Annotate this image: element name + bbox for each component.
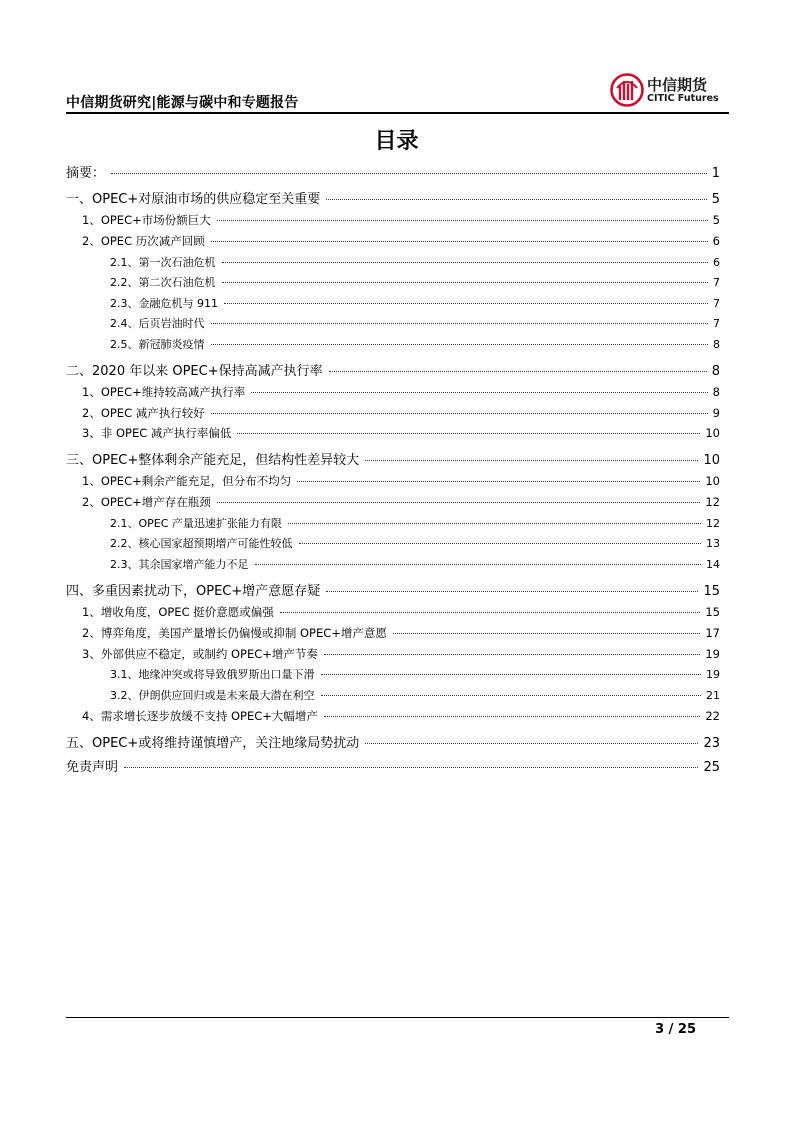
toc-entry-page: 1 (711, 166, 720, 181)
toc-entry-text: 2.3、其余国家增产能力不足 (110, 558, 249, 571)
toc-entry-text: 2、OPEC 历次减产回顾 (82, 234, 205, 248)
toc-entry-text: 五、OPEC+或将维持谨慎增产，关注地缘局势扰动 (66, 736, 360, 751)
toc-entry-page: 9 (712, 406, 720, 420)
toc-entry-page: 12 (706, 517, 720, 530)
toc-entry-text: 2、OPEC 减产执行较好 (82, 406, 205, 420)
toc-leader-dots (217, 502, 701, 503)
toc-entry[interactable] (66, 449, 720, 468)
toc-entry-page: 8 (712, 385, 720, 399)
toc-title: 目录 (374, 129, 419, 154)
toc-entry-page: 6 (713, 256, 720, 269)
toc-entry-text: 四、多重因素扰动下，OPEC+增产意愿存疑 (66, 584, 321, 599)
toc-entry-text: 1、OPEC+市场份额巨大 (82, 213, 211, 227)
toc-entry-text: 1、增收角度，OPEC 挺价意愿或偏强 (82, 605, 274, 619)
toc-entry-text: 2、OPEC+增产存在瓶颈 (82, 495, 211, 509)
toc-leader-dots (288, 523, 701, 524)
toc-entry-text: 3.1、地缘冲突或将导致俄罗斯出口量下滑 (110, 668, 315, 681)
toc-entry-text: 三、OPEC+整体剩余产能充足，但结构性差异较大 (66, 453, 360, 468)
toc-entry-text: 2.2、核心国家超预期增产可能性较低 (110, 537, 293, 550)
toc-entry[interactable] (66, 473, 720, 489)
toc-entry[interactable] (66, 425, 720, 441)
logo-text-en: CITIC Futures (647, 93, 719, 104)
toc-entry-page: 19 (706, 668, 720, 681)
toc-entry[interactable] (66, 687, 720, 703)
toc-entry-text: 摘要： (66, 166, 106, 181)
toc-entry-page: 13 (706, 537, 720, 550)
toc-entry-page: 7 (713, 317, 720, 330)
toc-entry[interactable] (66, 188, 720, 207)
logo-text-cn: 中信期货 (647, 76, 708, 94)
toc-entry-text: 3、外部供应不稳定，或制约 OPEC+增产节奏 (82, 647, 318, 661)
toc-leader-dots (321, 674, 702, 675)
toc-leader-dots (211, 241, 708, 242)
toc-leader-dots (324, 654, 700, 655)
toc-entry-page: 8 (711, 364, 720, 379)
toc-entry-page: 5 (711, 192, 720, 207)
toc-entry-page: 8 (713, 338, 720, 351)
citic-logo (609, 70, 731, 110)
toc-entry-text: 免责声明 (66, 760, 119, 775)
toc-leader-dots (365, 460, 698, 461)
toc-leader-dots (297, 481, 700, 482)
toc-entry-page: 5 (712, 213, 720, 227)
toc-leader-dots (365, 743, 698, 744)
toc-entry[interactable] (66, 254, 720, 270)
toc-entry-page: 12 (705, 495, 720, 509)
toc-entry[interactable] (66, 162, 720, 181)
header-divider (66, 112, 729, 114)
toc-entry-page: 15 (703, 584, 720, 599)
toc-leader-dots (324, 716, 700, 717)
toc-entry-text: 1、OPEC+维持较高减产执行率 (82, 385, 246, 399)
toc-leader-dots (321, 695, 702, 696)
toc-entry[interactable] (66, 625, 720, 641)
toc-entry-text: 二、2020 年以来 OPEC+保持高减产执行率 (66, 364, 323, 379)
toc-entry-page: 7 (713, 276, 720, 289)
toc-entry-page: 23 (703, 736, 720, 751)
toc-entry[interactable] (66, 494, 720, 510)
toc-entry[interactable] (66, 336, 720, 352)
toc-entry[interactable] (66, 666, 720, 682)
toc-entry-page: 15 (705, 605, 720, 619)
toc-entry-page: 6 (712, 234, 720, 248)
toc-leader-dots (326, 591, 698, 592)
toc-entry[interactable] (66, 708, 720, 724)
toc-entry-page: 19 (705, 647, 720, 661)
toc-entry[interactable] (66, 360, 720, 379)
toc-leader-dots (393, 633, 700, 634)
toc-entry[interactable] (66, 604, 720, 620)
toc-entry[interactable] (66, 732, 720, 751)
toc-entry-text: 2.4、后页岩油时代 (110, 317, 205, 330)
toc-leader-dots (299, 543, 702, 544)
page-number: 3 / 25 (655, 1022, 696, 1037)
toc-entry-page: 22 (705, 709, 720, 723)
toc-entry[interactable] (66, 405, 720, 421)
toc-entry[interactable] (66, 274, 720, 290)
toc-leader-dots (237, 433, 700, 434)
citic-logo-icon (609, 72, 645, 108)
toc-entry-text: 3、非 OPEC 减产执行率偏低 (82, 426, 232, 440)
toc-leader-dots (222, 282, 709, 283)
toc-entry[interactable] (66, 315, 720, 331)
toc-leader-dots (211, 344, 709, 345)
toc-entry-text: 2.5、新冠肺炎疫情 (110, 338, 205, 351)
toc-entry[interactable] (66, 535, 720, 551)
toc-entry[interactable] (66, 556, 720, 572)
toc-entry[interactable] (66, 646, 720, 662)
toc-entry-page: 7 (713, 297, 720, 310)
toc-leader-dots (211, 323, 709, 324)
toc-entry[interactable] (66, 212, 720, 228)
toc-entry-text: 3.2、伊朗供应回归或是未来最大潜在利空 (110, 689, 315, 702)
toc-entry-text: 2.1、第一次石油危机 (110, 256, 216, 269)
toc-entry-text: 2.2、第二次石油危机 (110, 276, 216, 289)
toc-entry-text: 2.1、OPEC 产量迅速扩张能力有限 (110, 517, 282, 530)
toc-entry-page: 17 (705, 626, 720, 640)
toc-entry-text: 1、OPEC+剩余产能充足，但分布不均匀 (82, 474, 292, 488)
toc-entry-page: 10 (705, 426, 720, 440)
toc-entry[interactable] (66, 384, 720, 400)
toc-leader-dots (124, 767, 698, 768)
toc-leader-dots (224, 303, 708, 304)
toc-entry-text: 2、博弈角度，美国产量增长仍偏慢或抑制 OPEC+增产意愿 (82, 626, 387, 640)
toc-entry-page: 10 (705, 474, 720, 488)
toc-entry-text: 一、OPEC+对原油市场的供应稳定至关重要 (66, 192, 321, 207)
report-header-title: 中信期货研究|能源与碳中和专题报告 (66, 95, 299, 111)
toc-leader-dots (251, 392, 707, 393)
toc-leader-dots (111, 173, 707, 174)
toc-leader-dots (280, 612, 701, 613)
toc-entry-text: 2.3、金融危机与 911 (110, 297, 218, 310)
toc-entry[interactable] (66, 233, 720, 249)
toc-entry-page: 25 (703, 760, 720, 775)
toc-leader-dots (222, 262, 709, 263)
footer-divider (66, 1017, 729, 1018)
toc-leader-dots (255, 564, 702, 565)
toc-leader-dots (329, 371, 707, 372)
toc-entry[interactable] (66, 295, 720, 311)
toc-entry-page: 10 (703, 453, 720, 468)
toc-leader-dots (326, 199, 706, 200)
toc-leader-dots (211, 413, 708, 414)
toc-entry[interactable] (66, 515, 720, 531)
toc-entry[interactable] (66, 756, 720, 775)
toc-entry[interactable] (66, 580, 720, 599)
toc-entry-text: 4、需求增长逐步放缓不支持 OPEC+大幅增产 (82, 709, 318, 723)
toc-entry-page: 21 (706, 689, 720, 702)
toc-leader-dots (217, 220, 708, 221)
toc-entry-page: 14 (706, 558, 720, 571)
